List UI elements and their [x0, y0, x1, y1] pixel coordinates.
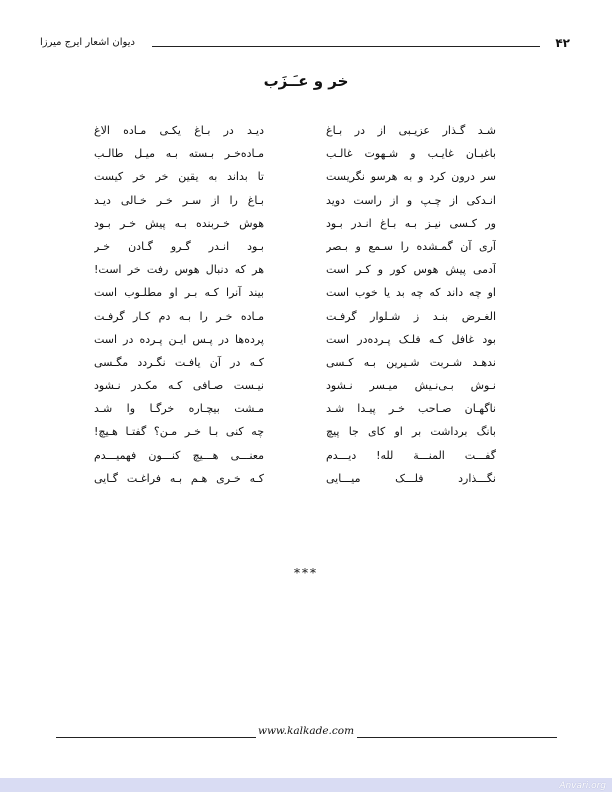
footer-url[interactable]: www.kalkade.com — [257, 725, 355, 737]
verse-line: الغـرض بنـد ز شـلوار گرفـت — [326, 309, 496, 323]
section-separator: *** — [294, 566, 318, 580]
verse-line: او چه داند که چه بد یا خوب است — [326, 286, 496, 300]
verse-line: آری آن گمـشده را سـمع و بـصر — [326, 239, 496, 253]
verse-line: کـه در آن یافـت نگـردد مگـسی — [94, 355, 264, 369]
page-number: ۴۲ — [555, 36, 570, 50]
verse-line: بـاغ را از سـر خـر خـالی دیـد — [94, 193, 264, 207]
verse-line: هر که دنبال هوس رفت خر است! — [94, 263, 264, 277]
verse-line: کـه خـری هـم بـه فراغـت گـایی — [94, 471, 264, 485]
verse-line: نگـــذارد فلـــک میـــایی — [326, 471, 496, 485]
header-rule — [152, 46, 540, 47]
verse-line: تا بداند به یقین خر خر کیست — [94, 170, 264, 184]
verse-line: بانگ برداشت بر او کای جا پیچ — [326, 425, 496, 439]
verse-line: ندهـد شـربت شـیرین بـه کـسی — [326, 355, 496, 369]
verse-line: گفـــت المنـــة لله! دیـــدم — [326, 448, 496, 462]
verse-line: مـاده‌خـر بـسته بـه میـل طالـب — [94, 147, 264, 161]
verse-line: ور کـسی نیـز بـه بـاغ انـدر بـود — [326, 216, 496, 230]
verse-line: نیـست صـافی کـه مکـدر نـشود — [94, 379, 264, 393]
verse-line: چه کنی بـا خـر مـن؟ گفتـا هـیچ! — [94, 425, 264, 439]
poem-left-column — [94, 119, 264, 490]
verse-line: بود غافل کـه فلـک پـرده‌در است — [326, 332, 496, 346]
verse-line: مـشت بیچـاره خرگـا وا شـد — [94, 402, 264, 416]
bottom-bar — [0, 778, 612, 792]
verse-line: سر درون کرد و به هرسو نگریست — [326, 170, 496, 184]
verse-line: هوش خـربنده بـه پیش خـر بـود — [94, 216, 264, 230]
running-title: دیوان اشعار ایرج میرزا — [40, 37, 135, 48]
watermark: Anvari.org — [559, 781, 606, 791]
verse-line: معنـــی هـــیچ کنـــون فهمیـــدم — [94, 448, 264, 462]
verse-line: دیـد در بـاغ یکـی مـاده الاغ — [94, 124, 264, 137]
verse-line: بیند آنرا کـه بـر او مطلـوب است — [94, 286, 264, 300]
verse-line: انـدکی از چـپ و از راست دوید — [326, 193, 496, 207]
page-header — [40, 36, 570, 56]
verse-line: شـد گـذار عزیـبی از در بـاغ — [326, 124, 496, 137]
verse-line: بـود انـدر گـرو گـادن خـر — [94, 239, 264, 253]
verse-line: ناگهـان صـاحب خـر پیـدا شـد — [326, 402, 496, 416]
verse-line: آدمی پیش هوس کور و کـر است — [326, 263, 496, 277]
verse-line: پرده‌ها در پـس ایـن پـرده در است — [94, 332, 264, 346]
poem-right-column — [326, 119, 496, 490]
verse-line: نـوش بـی‌نـیش میـسر نـشود — [326, 379, 496, 393]
footer-rule-left — [56, 737, 256, 738]
footer-rule-right — [357, 737, 557, 738]
verse-line: مـاده خـر را بـه دم کـار گرفـت — [94, 309, 264, 323]
poem-title: خر و عـَـزَب — [263, 72, 349, 90]
verse-line: باغبـان غایـب و شـهوت غالـب — [326, 147, 496, 161]
